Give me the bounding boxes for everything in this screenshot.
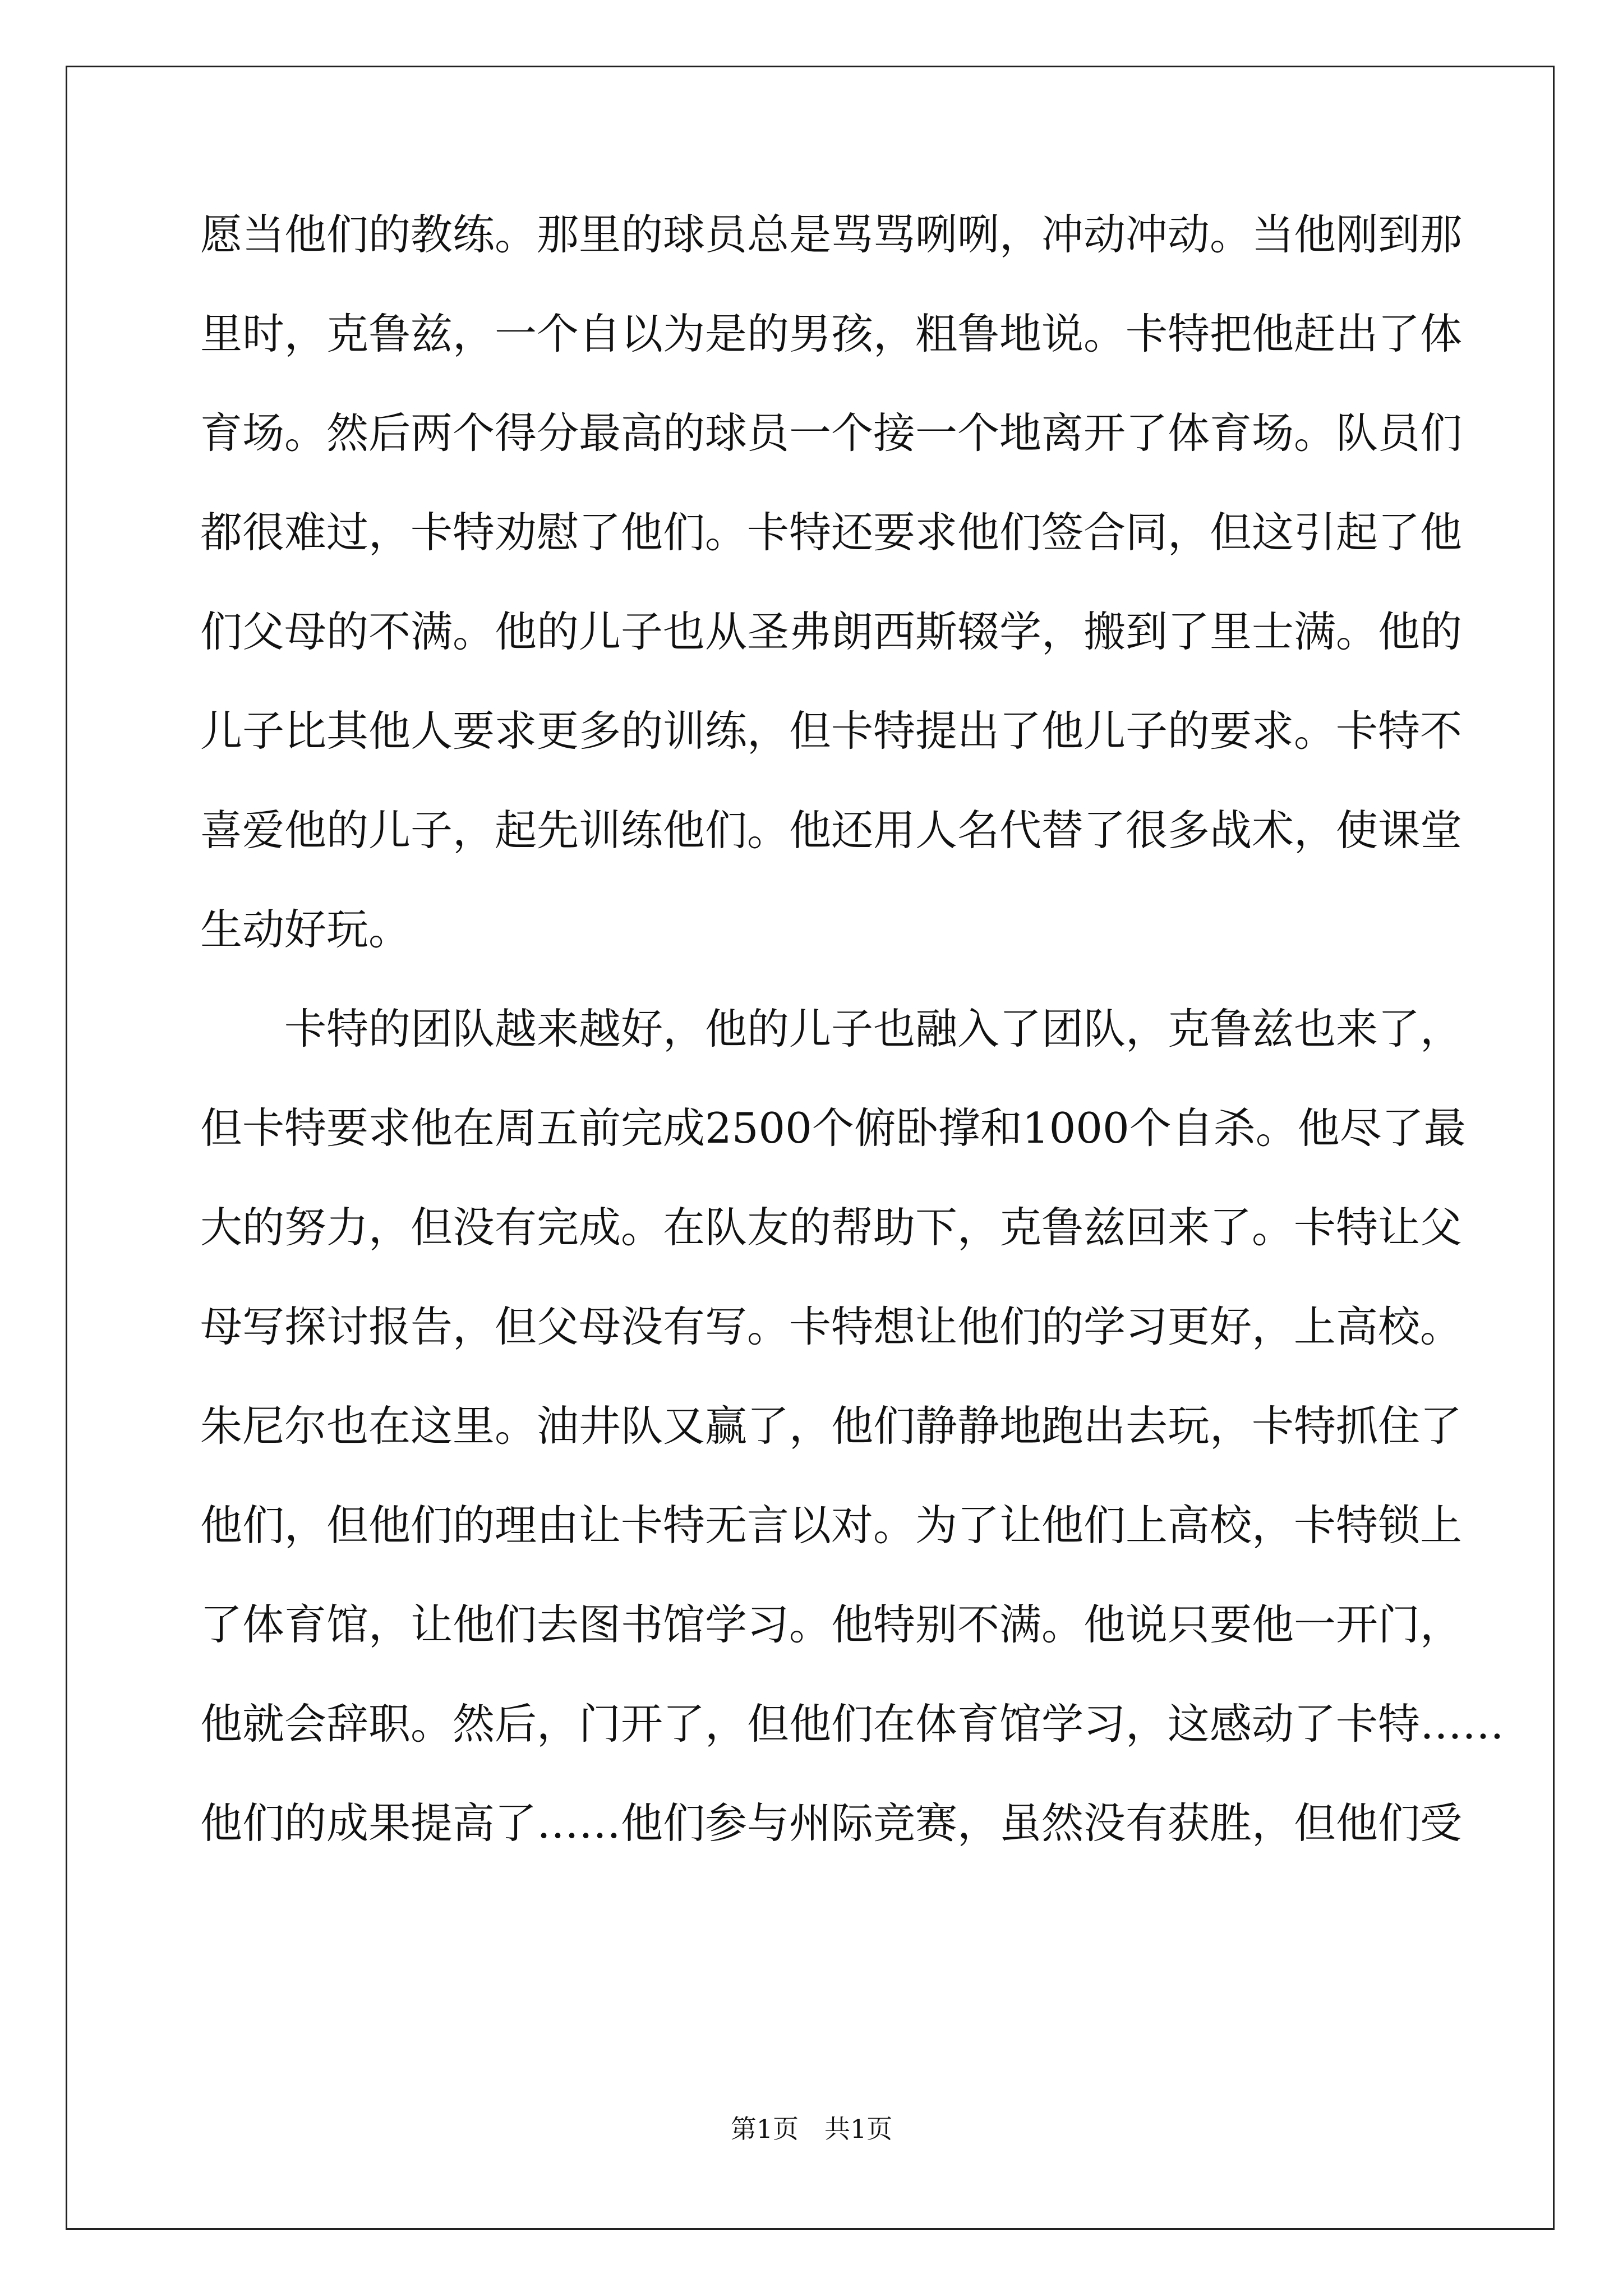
paragraph-1 xyxy=(200,185,1463,979)
text-line: 喜爱他的儿子，起先训练他们。他还用人名代替了很多战术，使课堂 xyxy=(200,806,1463,855)
text-line: 育场。然后两个得分最高的球员一个接一个地离开了体育场。队员们 xyxy=(200,408,1463,458)
page-number: 第1页 共1页 xyxy=(730,2114,893,2144)
text-line: 他就会辞职。然后，门开了，但他们在体育馆学习，这感动了卡特…… xyxy=(200,1699,1505,1749)
text-line: 都很难过，卡特劝慰了他们。卡特还要求他们签合同，但这引起了他 xyxy=(200,508,1463,557)
text-line: 大的努力，但没有完成。在队友的帮助下，克鲁兹回来了。卡特让父 xyxy=(200,1203,1463,1252)
text-line: 卡特的团队越来越好，他的儿子也融入了团队，克鲁兹也来了， xyxy=(284,1004,1463,1053)
text-line: 但卡特要求他在周五前完成2500个俯卧撑和1000个自杀。他尽了最 xyxy=(200,1103,1466,1153)
text-line: 儿子比其他人要求更多的训练，但卡特提出了他儿子的要求。卡特不 xyxy=(200,706,1463,756)
text-line: 朱尼尔也在这里。油井队又赢了，他们静静地跑出去玩，卡特抓住了 xyxy=(200,1401,1463,1451)
text-line: 他们，但他们的理由让卡特无言以对。为了让他们上高校，卡特锁上 xyxy=(200,1501,1463,1550)
text-line: 了体育馆，让他们去图书馆学习。他特别不满。他说只要他一开门， xyxy=(200,1600,1463,1649)
text-line: 生动好玩。 xyxy=(200,905,411,954)
paragraph-2 xyxy=(200,979,1505,1873)
text-line: 母写探讨报告，但父母没有写。卡特想让他们的学习更好，上高校。 xyxy=(200,1302,1463,1351)
text-line: 愿当他们的教练。那里的球员总是骂骂咧咧，冲动冲动。当他刚到那 xyxy=(200,210,1463,259)
text-line: 们父母的不满。他的儿子也从圣弗朗西斯辍学，搬到了里士满。他的 xyxy=(200,607,1463,656)
document-body xyxy=(200,185,1505,1873)
text-line: 他们的成果提高了……他们参与州际竞赛，虽然没有获胜，但他们受 xyxy=(200,1798,1463,1848)
text-line: 里时，克鲁兹，一个自以为是的男孩，粗鲁地说。卡特把他赶出了体 xyxy=(200,309,1463,358)
